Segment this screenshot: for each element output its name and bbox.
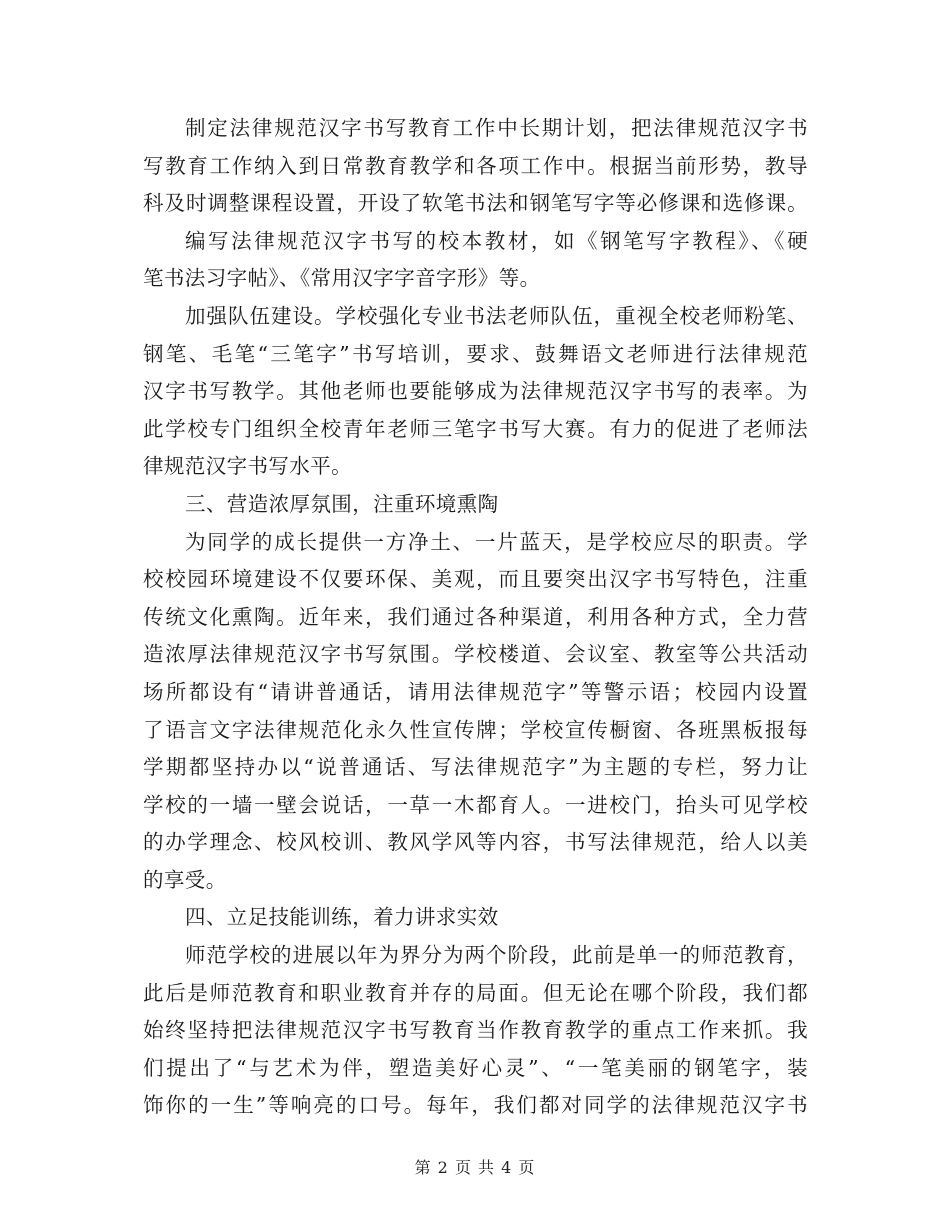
text-line: 此学校专门组织全校青年老师三笔字书写大赛。有力的促进了老师法 bbox=[143, 416, 808, 441]
text-line: 写教育工作纳入到日常教育教学和各项工作中。根据当前形势，教导 bbox=[143, 153, 808, 178]
text-line: 校校园环境建设不仅要环保、美观，而且要突出汉字书写特色，注重 bbox=[143, 567, 808, 592]
text-line: 的办学理念、校风校训、教风学风等内容，书写法律规范，给人以美 bbox=[143, 830, 808, 855]
text-line: 汉字书写教学。其他老师也要能够成为法律规范汉字书写的表率。为 bbox=[143, 379, 808, 404]
text-line: 律规范汉字书写水平。 bbox=[143, 454, 352, 479]
text-line: 加强队伍建设。学校强化专业书法老师队伍，重视全校老师粉笔、 bbox=[185, 303, 808, 328]
text-line: 学期都坚持办以“说普通话、写法律规范字”为主题的专栏，努力让 bbox=[143, 755, 808, 780]
document-body bbox=[143, 110, 808, 1125]
text-line: 始终坚持把法律规范汉字书写教育当作教育教学的重点工作来抓。我 bbox=[143, 1018, 808, 1043]
text-line: 的享受。 bbox=[143, 867, 227, 892]
text-line: 笔书法习字帖》、《常用汉字字音字形》等。 bbox=[143, 266, 541, 291]
text-line: 制定法律规范汉字书写教育工作中长期计划，把法律规范汉字书 bbox=[185, 116, 808, 140]
text-line: 传统文化熏陶。近年来，我们通过各种渠道，利用各种方式，全力营 bbox=[143, 604, 808, 629]
text-line: 学校的一墙一壁会说话，一草一木都育人。一进校门，抬头可见学校 bbox=[143, 792, 808, 817]
text-line: 为同学的成长提供一方净土、一片蓝天，是学校应尽的职责。学 bbox=[185, 529, 808, 554]
text-line: 三、营造浓厚氛围，注重环境熏陶 bbox=[185, 491, 499, 516]
text-line: 科及时调整课程设置，开设了软笔书法和钢笔写字等必修课和选修课。 bbox=[143, 191, 808, 216]
page-footer bbox=[0, 1155, 950, 1178]
text-line: 场所都设有“请讲普通话，请用法律规范字”等警示语；校园内设置 bbox=[143, 679, 808, 704]
text-line: 钢笔、毛笔“三笔字”书写培训，要求、鼓舞语文老师进行法律规范 bbox=[143, 341, 808, 366]
text-line: 此后是师范教育和职业教育并存的局面。但无论在哪个阶段，我们都 bbox=[143, 980, 808, 1005]
text-line: 编写法律规范汉字书写的校本教材，如《钢笔写字教程》、《硬 bbox=[185, 228, 808, 253]
text-line: 造浓厚法律规范汉字书写氛围。学校楼道、会议室、教室等公共活动 bbox=[143, 642, 808, 667]
text-line: 师范学校的进展以年为界分为两个阶段，此前是单一的师范教育， bbox=[185, 943, 808, 968]
text-line: 们提出了“与艺术为伴，塑造美好心灵”、“一笔美丽的钢笔字，装 bbox=[143, 1055, 808, 1080]
page-number: 第 2 页 共 4 页 bbox=[414, 1158, 536, 1177]
text-line: 饰你的一生”等响亮的口号。每年，我们都对同学的法律规范汉字书 bbox=[143, 1093, 808, 1118]
text-line: 了语言文字法律规范化永久性宣传牌；学校宣传橱窗、各班黑板报每 bbox=[143, 717, 808, 742]
text-line: 四、立足技能训练，着力讲求实效 bbox=[185, 905, 499, 930]
